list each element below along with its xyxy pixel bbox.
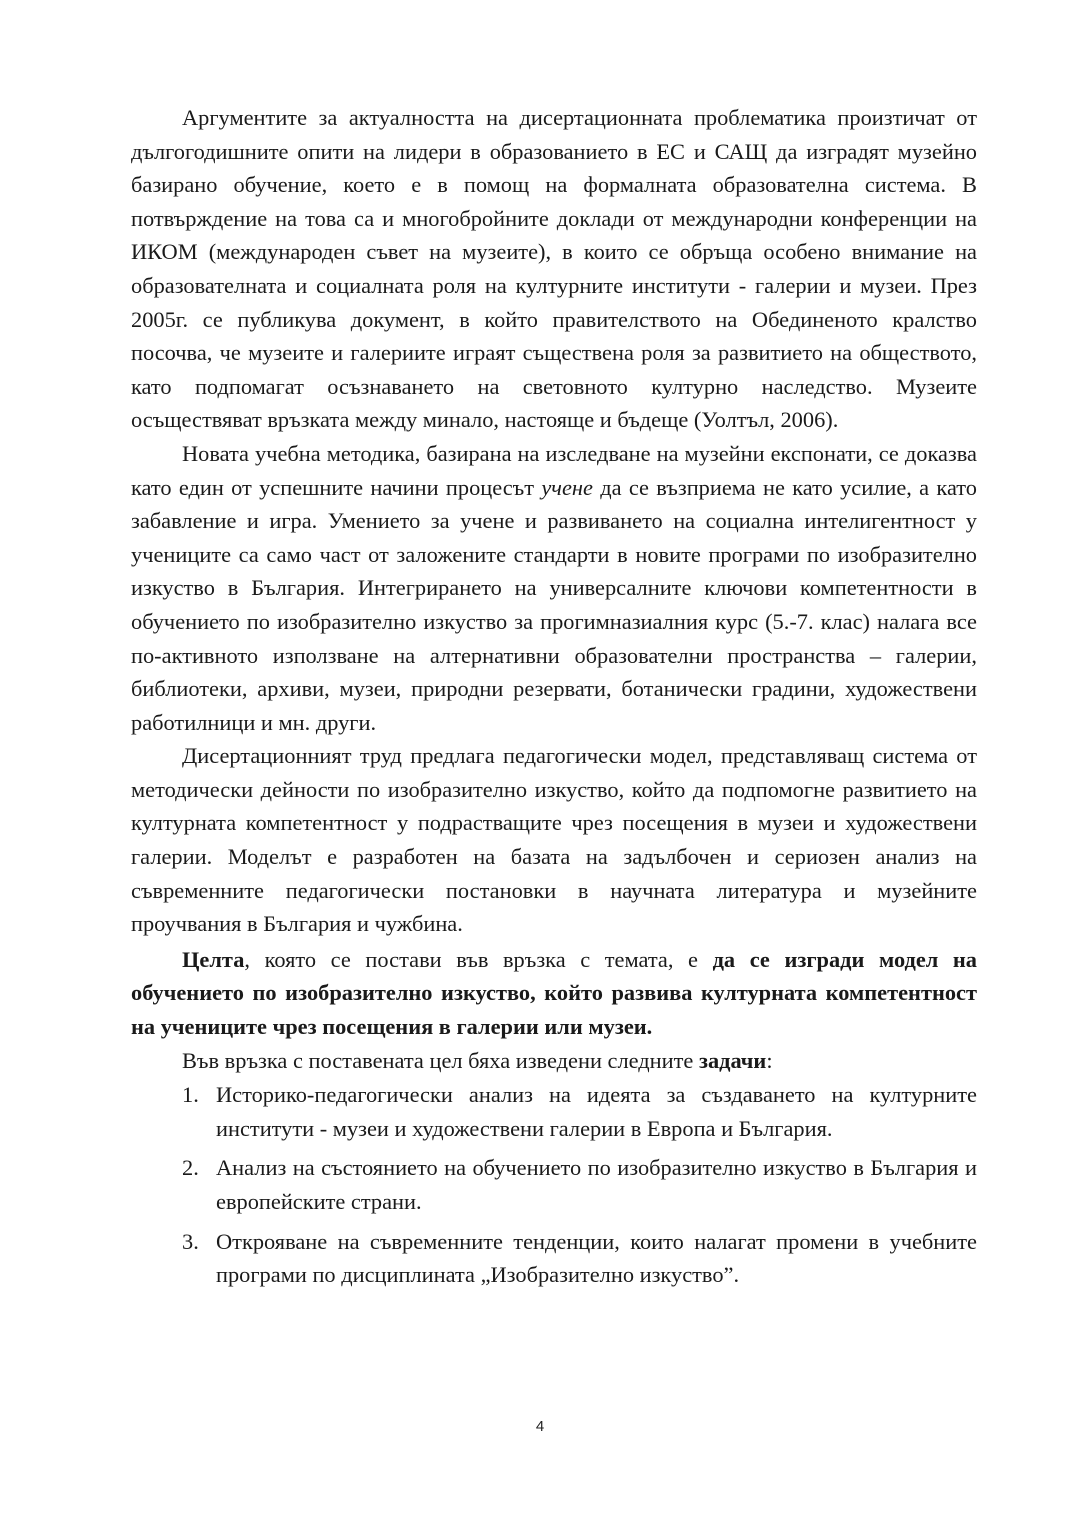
task-text: Анализ на състоянието на обучението по изобразително изкуство в България и европейските страни.	[216, 1155, 977, 1214]
task-number: 1.	[182, 1082, 199, 1108]
paragraph-methodology	[131, 437, 977, 739]
tasks-label: задачи	[698, 1047, 767, 1073]
tasks-list	[131, 1078, 977, 1292]
paragraph-methodology-text-end: да се възприема не като усилие, а като забавление и игра. Умението за учене и развиването на социална интелигентност у учениците са само част от заложените стандарти в новите програми по изобразително изкуство в България. Интегрирането на универсалните ключови компетентности в обучението по изобразително изкуство за прогимназиалния курс (5.-7. клас) налага все по-активното използване на алтернативни образователни пространства – галерии, библиотеки, архиви, музеи, природни резервати, ботанически градини, художествени работилници и мн. други.	[131, 474, 977, 735]
task-item	[131, 1151, 977, 1218]
paragraph-dissertation-model: Дисертационният труд предлага педагогически модел, представляващ система от методически дейности по изобразително изкуство, който да подпомогне развитието на културната компетентност у подрастващите чрез посещения в музеи и художествени галерии. Моделът е разработен на базата на задълбочен и сериозен анализ на съвременните педагогически постановки в научната литература и музейните проучвания в България и чужбина.	[131, 743, 977, 937]
paragraph-relevance: Аргументите за актуалността на дисертационната проблематика произтичат от дългогодишните опити на лидери в образованието в ЕС и САЩ да изградят музейно базирано обучение, което е в помощ на формалната образователна система. В потвърждение на това са и многобройните доклади от международни конференции на ИКОМ (международен съвет на музеите), в които се обръща особено внимание на образователната и социалната роля на културните институти - галерии и музеи. През 2005г. се публикува документ, в който правителството на Обединеното кралство посочва, че музеите и галериите играят съществена роля за развитието на обществото, като подпомагат осъзнаването на световното културно наследство. Музеите осъществяват връзката между минало, настояще и бъдеще (Уолтъл, 2006).	[131, 105, 977, 433]
paragraph-methodology-text-start: Новата учебна методика, базирана на изследване на музейни експонати, се доказва като един от успешните начини процесът	[131, 440, 977, 500]
tasks-intro-colon: :	[766, 1047, 773, 1073]
paragraph-tasks-intro	[131, 1044, 977, 1078]
task-text: Открояване на съвременните тенденции, които налагат промени в учебните програми по дисциплината „Изобразително изкуство”.	[216, 1228, 977, 1288]
task-number: 3.	[182, 1228, 199, 1254]
task-item	[131, 1225, 977, 1292]
goal-connector: , която се постави във връзка с темата, е	[244, 946, 713, 972]
page-number: 4	[535, 1418, 545, 1435]
task-item	[131, 1078, 977, 1145]
italic-term-learning: учене	[541, 474, 593, 500]
document-body	[131, 101, 977, 1292]
goal-label: Целта	[182, 946, 245, 972]
goal-statement: да се изгради модел на обучението по изобразително изкуство, който развива културната компетентност на учениците чрез посещения в галерии или музеи.	[131, 946, 978, 1040]
task-number: 2.	[182, 1155, 199, 1181]
paragraph-goal	[131, 943, 977, 1044]
task-text: Историко-педагогически анализ на идеята за създаването на културните институти - музеи и художествени галерии в Европа и България.	[216, 1082, 977, 1141]
tasks-intro-text: Във връзка с поставената цел бяха изведени следните	[182, 1047, 699, 1073]
